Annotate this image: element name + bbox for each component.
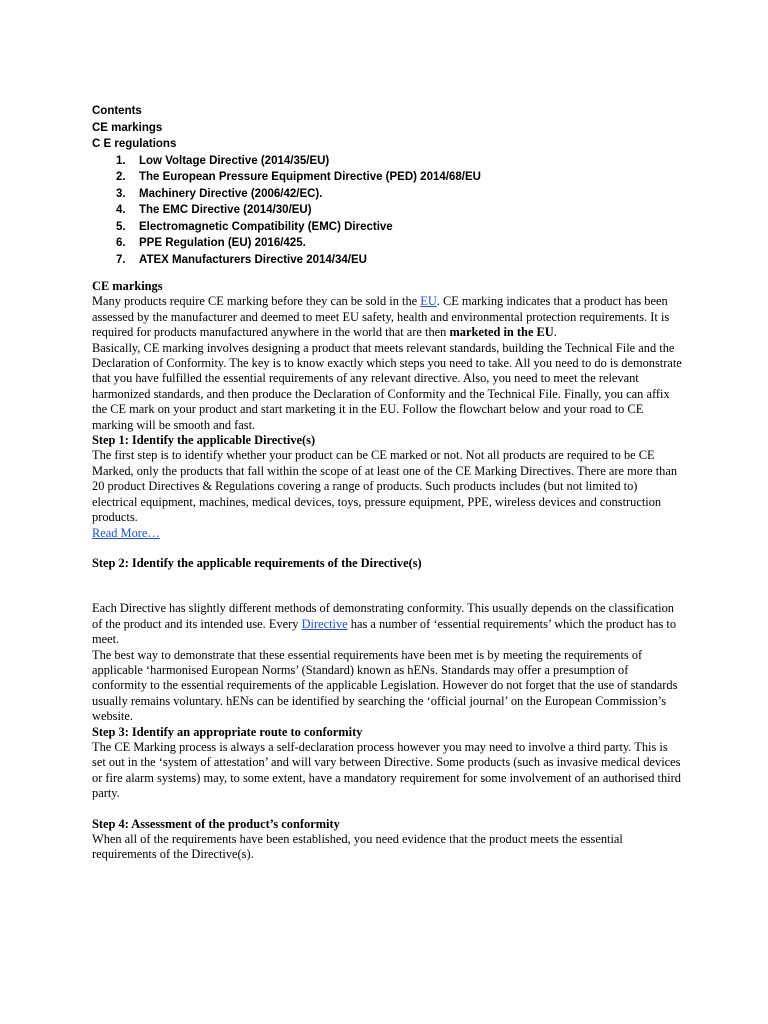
toc-item-text: PPE Regulation (EU) 2016/425.	[139, 237, 306, 249]
toc-item-number: 7.	[116, 253, 126, 266]
toc-item-number: 3.	[116, 187, 126, 200]
step3-heading: Step 3: Identify an appropriate route to conformity	[92, 724, 363, 739]
toc-item-number: 1.	[116, 154, 126, 167]
toc-item-text: The European Pressure Equipment Directive (PED) 2014/68/EU	[139, 171, 481, 183]
step1-heading: Step 1: Identify the applicable Directive(s)	[92, 433, 316, 448]
step3-paragraph: The CE Marking process is always a self-declaration process however you may need to involve a third party. This is set out in the ‘system of attestation’ and will vary between Directive. Some products (such as invasive medical devices or fire alarm systems) may, to some extent, have a mandatory requirement for some involvement of an authorised third party.	[92, 739, 681, 801]
ce-markings-heading: CE markings	[92, 279, 163, 293]
step4-heading: Step 4: Assessment of the product’s conformity	[92, 816, 340, 831]
spacer	[92, 541, 682, 556]
ce-process-paragraph: Basically, CE marking involves designing a product that meets relevant standards, building the Technical File and the Declaration of Conformity. The key is to know exactly which steps you need to take. All you need to do is demonstrate that you have fulfilled the essential requirements of any relevant directive. Also, you need to meet the relevant harmonized standards, and then produce the Declaration of Conformity and the Technical File. Finally, you can affix the CE mark on your product and start marketing it in the EU. Follow the flowchart below and your road to CE marking will be smooth and fast.	[92, 340, 682, 432]
toc-item-text: Electromagnetic Compatibility (EMC) Directive	[139, 220, 393, 233]
toc-item-number: 4.	[116, 204, 126, 216]
toc-item-text: Machinery Directive (2006/42/EC).	[139, 187, 323, 200]
directive-link[interactable]: Directive	[301, 616, 348, 631]
text-run: .	[553, 325, 557, 340]
toc-entry-ce-markings[interactable]: CE markings	[92, 121, 163, 134]
toc-item[interactable]	[92, 252, 682, 269]
table-of-contents	[92, 103, 682, 268]
toc-item[interactable]	[92, 202, 682, 219]
eu-link[interactable]: EU	[420, 294, 437, 309]
toc-item[interactable]	[92, 169, 682, 186]
spacer	[92, 802, 682, 817]
read-more-link[interactable]: Read More…	[92, 525, 160, 540]
step2-paragraph-1	[92, 601, 682, 647]
spacer	[92, 571, 682, 601]
document-body	[92, 279, 682, 863]
toc-item-number: 2.	[116, 171, 126, 183]
toc-item-number: 6.	[116, 237, 126, 249]
text-run: has a number of ‘essential requirements’ which the product has to meet.	[92, 616, 677, 647]
step2-heading: Step 2: Identify the applicable requirements of the Directive(s)	[92, 555, 422, 570]
toc-item[interactable]	[92, 153, 682, 170]
toc-item-text: Low Voltage Directive (2014/35/EU)	[139, 154, 330, 167]
toc-item[interactable]	[92, 186, 682, 203]
toc-title: Contents	[92, 105, 142, 117]
toc-item[interactable]	[92, 235, 682, 252]
toc-item-text: The EMC Directive (2014/30/EU)	[139, 204, 312, 216]
toc-item-text: ATEX Manufacturers Directive 2014/34/EU	[139, 253, 367, 266]
ce-intro-paragraph	[92, 294, 682, 340]
text-run: Many products require CE marking before they can be sold in the	[92, 294, 421, 309]
toc-entry-ce-regulations[interactable]: C E regulations	[92, 138, 177, 150]
toc-directive-list	[92, 153, 682, 269]
toc-item[interactable]	[92, 219, 682, 236]
text-run: Each Directive has slightly different methods of demonstrating conformity. This usually depends on the classification of the product and its intended use. Every	[92, 601, 674, 631]
text-run: . CE marking indicates that a product has been assessed by the manufacturer and deemed to meet EU safety, health and environmental protection requirements. It is required for products manufactured anywhere in the world that are then	[92, 294, 670, 340]
toc-item-number: 5.	[116, 220, 126, 233]
step4-paragraph: When all of the requirements have been established, you need evidence that the product meets the essential requirements of the Directive(s).	[92, 832, 623, 862]
step2-paragraph-2: The best way to demonstrate that these essential requirements have been met is by meeting the requirements of applicable ‘harmonised European Norms’ (Standard) known as hENs. Standards may offer a presumption of conformity to the essential requirements of the applicable Legislation. However do not forget that the use of standards usually remains voluntary. hENs can be identified by searching the ‘official journal’ on the European Commission’s website.	[92, 647, 678, 724]
document-page	[92, 103, 682, 863]
bold-text: marketed in the EU	[449, 325, 554, 340]
step1-paragraph: The first step is to identify whether your product can be CE marked or not. Not all products are required to be CE Marked, only the products that fall within the scope of at least one of the CE Marking Directives. There are more than 20 product Directives & Regulations covering a range of products. Such products includes (but not limited to) electrical equipment, machines, medical devices, toys, pressure equipment, PPE, wireless devices and construction products.	[92, 448, 678, 525]
